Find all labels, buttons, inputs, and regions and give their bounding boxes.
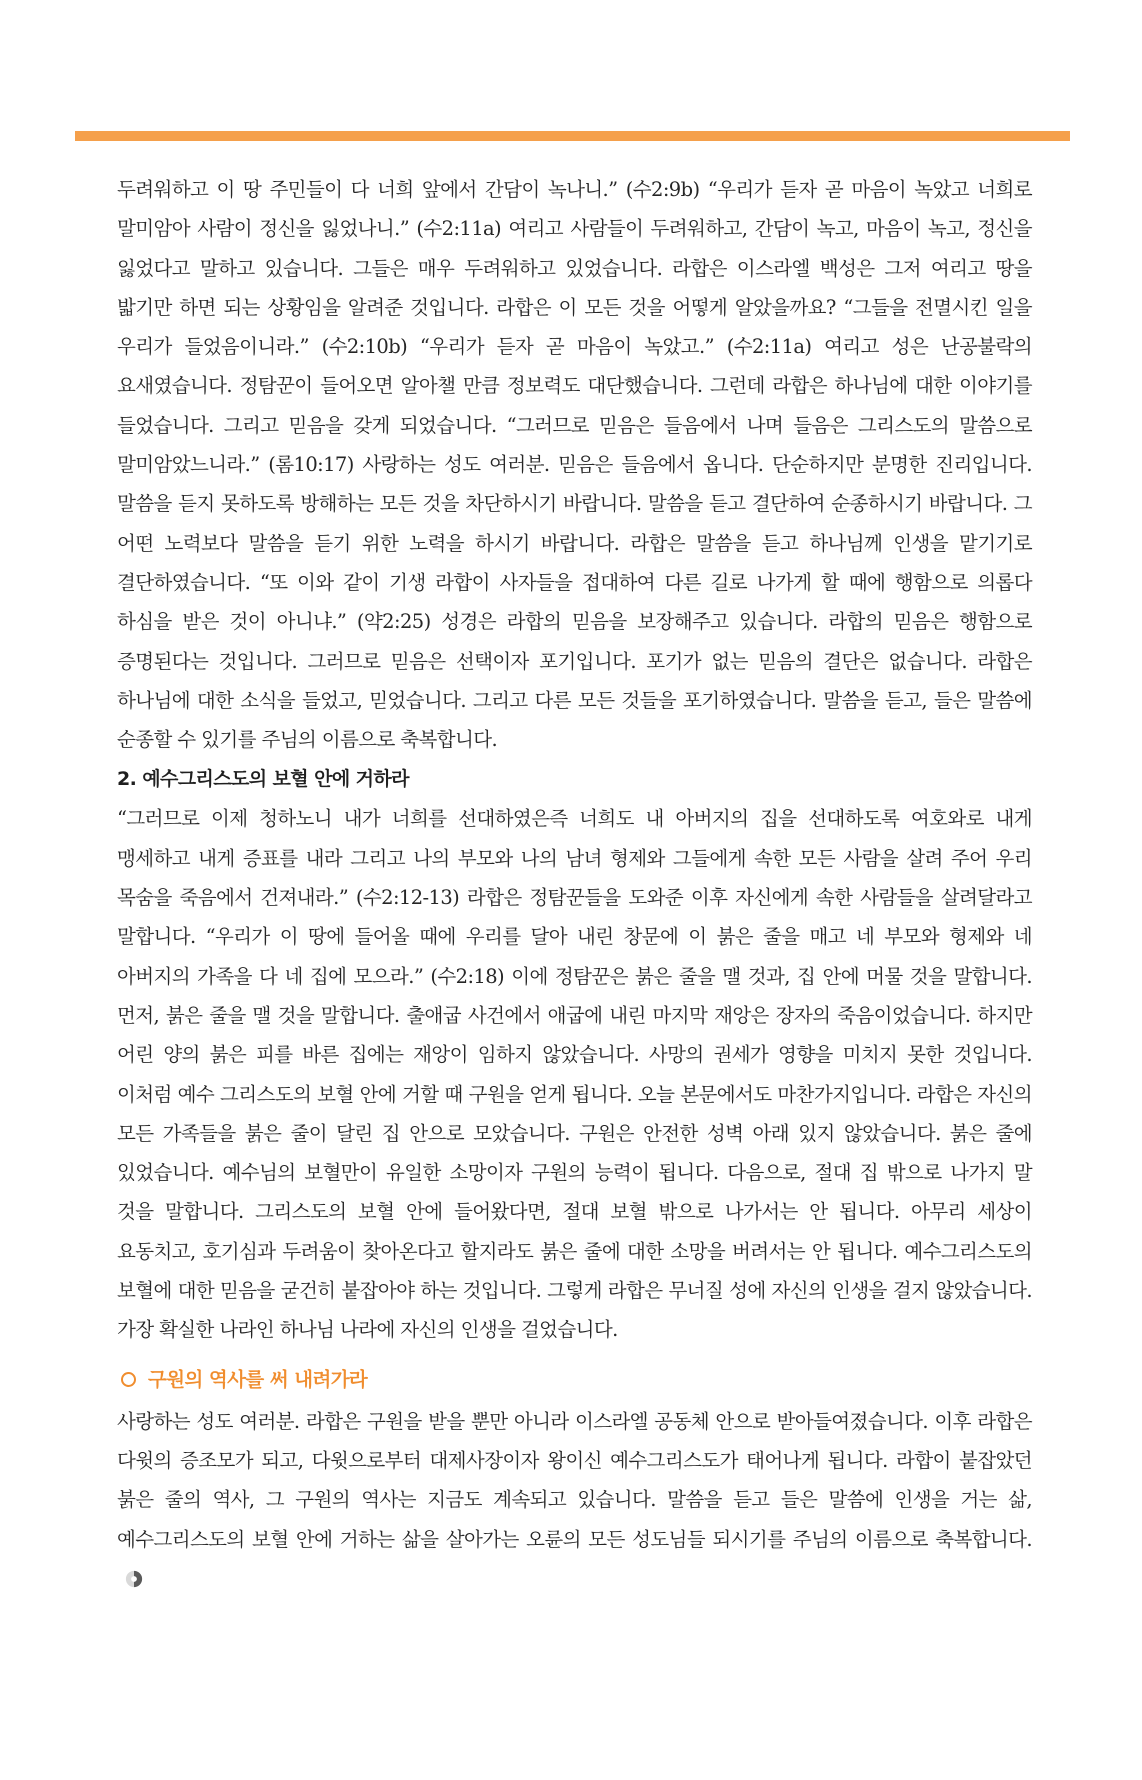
subsection-heading bbox=[117, 1360, 1032, 1400]
section-heading: 2. 예수그리스도의 보혈 안에 거하라 bbox=[117, 768, 409, 791]
subsection-heading-text: 구원의 역사를 써 내려가라 bbox=[148, 1367, 368, 1391]
body-paragraph-1: 두려워하고 이 땅 주민들이 다 너희 앞에서 간담이 녹나니.” (수2:9b) “우리가 듣자 곧 마음이 녹았고 너희로 말미암아 사람이 정신을 잃었나니.” (수2:11a) 여리고 사람들이 두려워하고, 간담이 녹고, 마음이 녹고, 정신을 잃었다고 말하고 있습니다. 그들은 매우 두려워하고 있었습니다. 라합은 이스라엘 백성은 그저 여리고 땅을 밟기만 하면 되는 상황임을 알려준 것입니다. 라합은 이 모든 것을 어떻게 알았을까요? “그들을 전멸시킨 일을 우리가 들었음이니라.” (수2:10b) “우리가 듣자 곧 마음이 녹았고.” (수2:11a) 여리고 성은 난공불락의 요새였습니다. 정탐꾼이 들어오면 알아챌 만큼 정보력도 대단했습니다. 그런데 라합은 하나님에 대한 이야기를 들었습니다. 그리고 믿음을 갖게 되었습니다. “그러므로 믿음은 들음에서 나며 들음은 그리스도의 말씀으로 말미암았느니라.” (롬10:17) 사랑하는 성도 여러분. 믿음은 들음에서 옵니다. 단순하지만 분명한 진리입니다. 말씀을 듣지 못하도록 방해하는 모든 것을 차단하시기 바랍니다. 말씀을 듣고 결단하여 순종하시기 바랍니다. 그 어떤 노력보다 말씀을 듣기 위한 노력을 하시기 바랍니다. 라합은 말씀을 듣고 하나님께 인생을 맡기기로 결단하였습니다. “또 이와 같이 기생 라합이 사자들을 접대하여 다른 길로 나가게 할 때에 행함으로 의롭다 하심을 받은 것이 아니냐.” (약2:25) 성경은 라합의 믿음을 보장해주고 있습니다. 라합의 믿음은 행함으로 증명된다는 것입니다. 그러므로 믿음은 선택이자 포기입니다. 포기가 없는 믿음의 결단은 없습니다. 라합은 하나님에 대한 소식을 들었고, 믿었습니다. 그리고 다른 모든 것들을 포기하였습니다. 말씀을 듣고, 들은 말씀에 순종할 수 있기를 주님의 이름으로 축복합니다. bbox=[117, 178, 1032, 752]
end-mark-icon bbox=[125, 1570, 143, 1588]
body-paragraph-3 bbox=[117, 1402, 1032, 1598]
closing-text: 사랑하는 성도 여러분. 라합은 구원을 받을 뿐만 아니라 이스라엘 공동체 안으로 받아들여졌습니다. 이후 라합은 다윗의 증조모가 되고, 다윗으로부터 대제사장이자 왕이신 예수그리스도가 태어나게 됩니다. 라합이 붙잡았던 붉은 줄의 역사, 그 구원의 역사는 지금도 계속되고 있습니다. 말씀을 듣고 들은 말씀에 인생을 거는 삶, 예수그리스도의 보혈 안에 거하는 삶을 살아가는 오륜의 모든 성도님들 되시기를 주님의 이름으로 축복합니다. bbox=[117, 1409, 1032, 1551]
body-paragraph-2: “그러므로 이제 청하노니 내가 너희를 선대하였은즉 너희도 내 아버지의 집을 선대하도록 여호와로 내게 맹세하고 내게 증표를 내라 그리고 나의 부모와 나의 남녀 형제와 그들에게 속한 모든 사람을 살려 주어 우리 목숨을 죽음에서 건져내라.” (수2:12-13) 라합은 정탐꾼들을 도와준 이후 자신에게 속한 사람들을 살려달라고 말합니다. “우리가 이 땅에 들어올 때에 우리를 달아 내린 창문에 이 붉은 줄을 매고 네 부모와 형제와 네 아버지의 가족을 다 네 집에 모으라.” (수2:18) 이에 정탐꾼은 붉은 줄을 맬 것과, 집 안에 머물 것을 말합니다. 먼저, 붉은 줄을 맬 것을 말합니다. 출애굽 사건에서 애굽에 내린 마지막 재앙은 장자의 죽음이었습니다. 하지만 어린 양의 붉은 피를 바른 집에는 재앙이 임하지 않았습니다. 사망의 권세가 영향을 미치지 못한 것입니다. 이처럼 예수 그리스도의 보혈 안에 거할 때 구원을 얻게 됩니다. 오늘 본문에서도 마찬가지입니다. 라합은 자신의 모든 가족들을 붉은 줄이 달린 집 안으로 모았습니다. 구원은 안전한 성벽 아래 있지 않았습니다. 붉은 줄에 있었습니다. 예수님의 보혈만이 유일한 소망이자 구원의 능력이 됩니다. 다음으로, 절대 집 밖으로 나가지 말 것을 말합니다. 그리스도의 보혈 안에 들어왔다면, 절대 보혈 밖으로 나가서는 안 됩니다. 아무리 세상이 요동치고, 호기심과 두려움이 찾아온다고 할지라도 붉은 줄에 대한 소망을 버려서는 안 됩니다. 예수그리스도의 보혈에 대한 믿음을 굳건히 붙잡아야 하는 것입니다. 그렇게 라합은 무너질 성에 자신의 인생을 걸지 않았습니다. 가장 확실한 나라인 하나님 나라에 자신의 인생을 걸었습니다. bbox=[117, 807, 1033, 1342]
page-content bbox=[117, 170, 1032, 1598]
top-accent-rule bbox=[75, 131, 1070, 141]
circle-bullet-icon bbox=[121, 1372, 136, 1387]
